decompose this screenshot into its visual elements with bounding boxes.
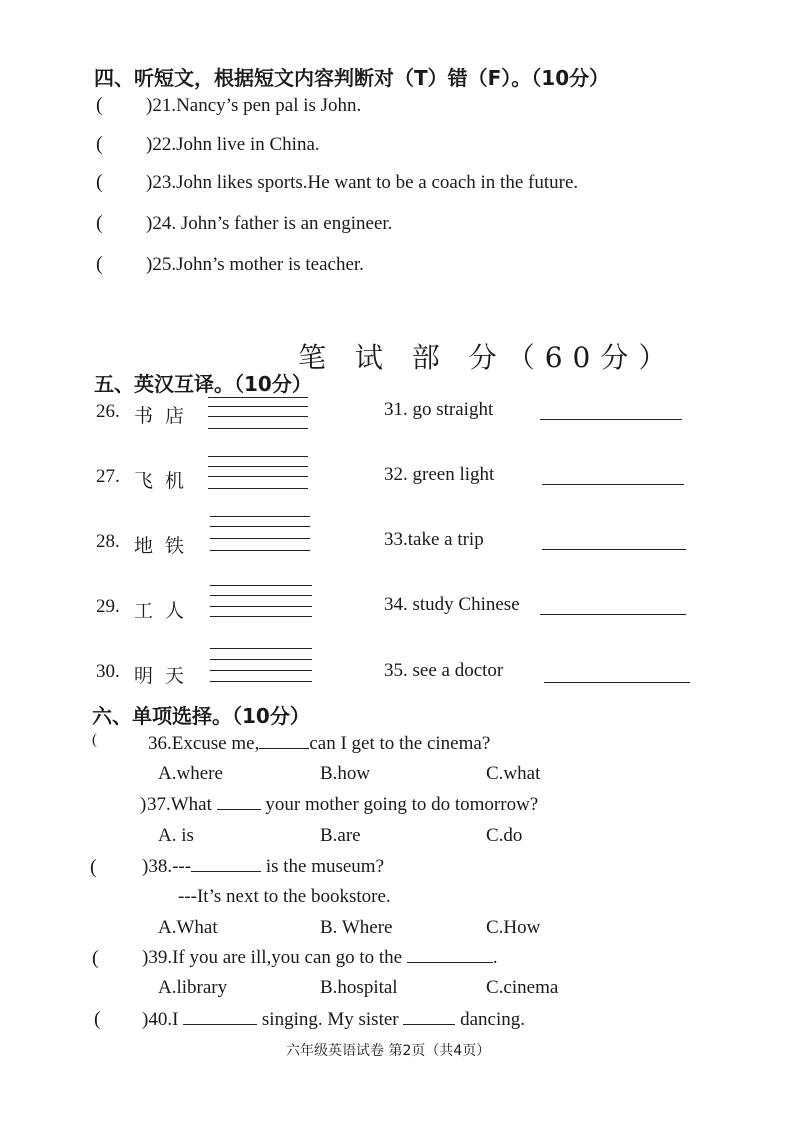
answer-line-34[interactable] (540, 614, 686, 615)
item-28-word: 地铁 (134, 535, 197, 557)
item-29-number: 29. (96, 596, 120, 617)
item-28-number: 28. (96, 531, 120, 552)
option-39-c: C.cinema (486, 977, 559, 998)
item-26-number: 26. (96, 401, 120, 422)
blank-37[interactable] (217, 795, 261, 810)
option-37-b: B.are (320, 825, 361, 846)
answer-paren-23: ( (96, 171, 103, 193)
answer-paren-21: ( (96, 94, 103, 116)
answer-line-33[interactable] (542, 549, 686, 550)
option-39-a: A.library (158, 977, 228, 998)
option-38-a: A.What (158, 917, 218, 938)
item-33-phrase: 33.take a trip (384, 529, 484, 550)
written-part-heading: 笔 试 部 分（60分） (298, 341, 677, 374)
question-21: )21.Nancy’s pen pal is John. (146, 95, 362, 116)
option-38-c: C.How (486, 917, 541, 938)
blank-40b[interactable] (403, 1010, 455, 1025)
item-31-phrase: 31. go straight (384, 399, 494, 420)
answer-paren-24: ( (96, 212, 103, 234)
question-24: )24. John’s father is an engineer. (146, 213, 393, 234)
section-5-title: 五、英汉互译。（10分） (94, 372, 312, 396)
item-30-word: 明天 (134, 665, 197, 687)
question-22: )22.John live in China. (146, 134, 320, 155)
option-39-b: B.hospital (320, 977, 398, 998)
item-27-number: 27. (96, 466, 120, 487)
answer-paren-40: ( (94, 1008, 101, 1030)
answer-line-32[interactable] (542, 484, 684, 485)
item-26-word: 书店 (134, 405, 197, 427)
item-34-phrase: 34. study Chinese (384, 594, 520, 615)
answer-paren-38: ( (90, 856, 97, 878)
blank-40a[interactable] (183, 1010, 257, 1025)
page-footer: 六年级英语试卷 第2页（共4页） (286, 1043, 491, 1059)
item-29-word: 工人 (134, 600, 197, 622)
item-30-number: 30. (96, 661, 120, 682)
answer-paren-25: ( (96, 253, 103, 275)
blank-38[interactable] (191, 857, 261, 872)
option-36-a: A.where (158, 763, 223, 784)
option-38-b: B. Where (320, 917, 393, 938)
option-36-c: C.what (486, 763, 541, 784)
section-4-title: 四、听短文，根据短文内容判断对（T）错（F）。（10分） (94, 66, 610, 90)
option-37-c: C.do (486, 825, 523, 846)
answer-line-35[interactable] (544, 682, 690, 683)
item-35-phrase: 35. see a doctor (384, 660, 504, 681)
item-32-phrase: 32. green light (384, 464, 495, 485)
question-38-dialogue: ---It’s next to the bookstore. (178, 886, 391, 907)
answer-paren-37: ) (140, 794, 147, 815)
question-25: )25.John’s mother is teacher. (146, 254, 364, 275)
answer-paren-22: ( (96, 133, 103, 155)
section-6-title: 六、单项选择。（10分） (92, 704, 310, 728)
blank-36[interactable] (259, 734, 309, 749)
question-39: )39.If you are ill,you can go to the . (142, 947, 498, 968)
answer-line-31[interactable] (540, 419, 682, 420)
question-38: )38.--- is the museum? (142, 856, 385, 877)
blank-39[interactable] (407, 948, 493, 963)
option-36-b: B.how (320, 763, 371, 784)
item-27-word: 飞机 (134, 470, 197, 492)
option-37-a: A. is (158, 825, 194, 846)
question-40: )40.I singing. My sister dancing. (142, 1009, 526, 1030)
question-36: 36.Excuse me, can I get to the cinema? (148, 733, 491, 754)
answer-paren-36: ( (92, 732, 97, 748)
question-23: )23.John likes sports.He want to be a coach in the future. (146, 172, 579, 193)
answer-paren-39: ( (92, 947, 99, 969)
question-37: 37.What your mother going to do tomorrow? (147, 794, 539, 815)
